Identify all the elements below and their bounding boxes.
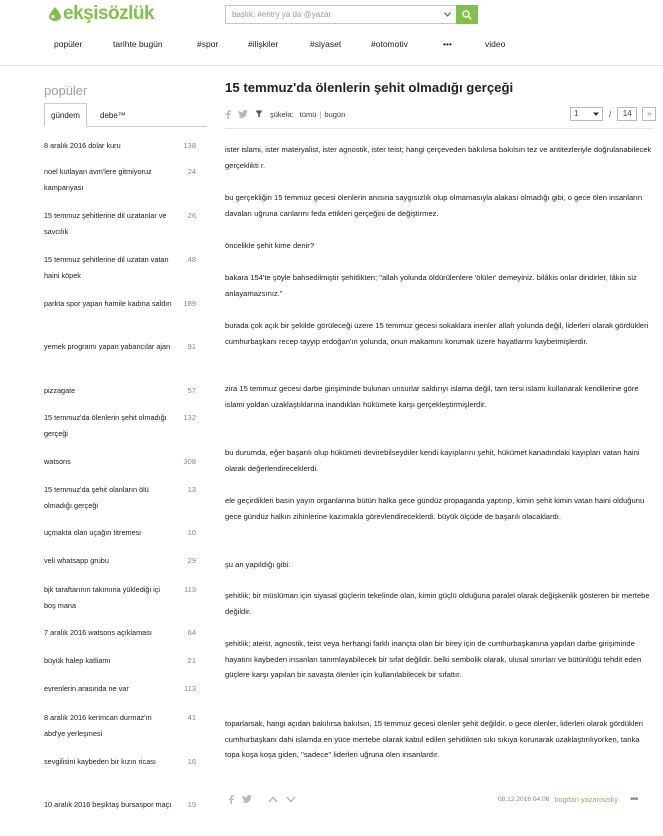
filter-all-link[interactable]: tümü <box>299 109 317 119</box>
topic-list-item[interactable]: 15 temmuz'da şehit olanların ölü olmadığı gerçeği 13 <box>44 485 196 510</box>
logo-text: ekşisözlük <box>63 3 155 24</box>
next-page-button[interactable]: » <box>642 107 656 121</box>
current-page: 1 <box>574 109 579 118</box>
entry-paragraph: şehitlik; ateist, agnostik, teist veya herhangi farklı inançta olan bir birey için de cumhurbaşkanına yapılan darbe girişiminde hayatını kaybeden insanları tanımlayabilecek bir sıfat değildir. belki sembolik olarak, ulusal sınırları ve bütünlüğü tehdit eden güçlere karşı yapılan bir savaşta ölenler için kullanılabilecek bir sıfattır. <box>225 639 642 680</box>
title-divider <box>225 128 653 129</box>
topic-list-item[interactable]: 7 aralık 2016 watsons açıklaması 64 <box>44 628 196 637</box>
entry-author[interactable]: bogdan yazarovsky <box>554 795 619 804</box>
topic-list-item[interactable]: 15 temmuz'da ölenlerin şehit olmadığı gerçeği 132 <box>44 413 196 438</box>
entry-twitter-icon[interactable] <box>242 795 252 803</box>
entry-paragraph: bu gerçekliğin 15 temmuz gecesi ölenlerin anısına saygısızlık olup olmamasıyla alakası olmadığı gibi, o gece ölen insanların davaları uğruna canlarını feda ettikleri gerçeğini de değiştirmez. <box>225 193 643 218</box>
search-dropdown-chevron-icon[interactable] <box>439 7 455 22</box>
entry-paragraph: toparlarsak, hangi açıdan bakılırsa bakılsın, 15 temmuz gecesi ölenler şehit değildir. o gece ölenler, liderleri olarak gördükleri cumhurbaşkanı dahi islamda en yüce mertebe olarak kabul edilen şehitlikten sıkı sıkıya korunarak uzaklaştırılıyorken, tanka topa koşa koşa giden, ''sadece'' liderleri uğruna ölen insanlardır. <box>225 719 643 760</box>
topic-list-item[interactable]: 8 aralık 2016 kerimcan durmaz'ın abd'ye yerleşmesi 41 <box>44 713 196 738</box>
entry-paragraph: ele geçirdikleri basın yayın organlarına bütün halka gece gündüz propaganda yaptırıp, kimin şehit kimin vatan haini olduğunu gece gündüz halkın zihinlerine kazımakla görevlendireceklerdi. büyük ölçüde de başarılı olacaklardı. <box>225 496 645 521</box>
nav-more[interactable]: ••• <box>443 39 452 49</box>
sort-label: şükela: <box>270 109 294 119</box>
downvote-chevron-down-icon[interactable] <box>286 796 296 803</box>
topic-list-item[interactable]: 8 aralık 2016 dolar kuru 138 <box>44 141 196 150</box>
topic-list-item[interactable]: evrenlerin arasında ne var 113 <box>44 684 196 693</box>
entry-paragraph: bakara 154'te şöyle bahsedilmiştir şehitlikten; "allah yolunda öldürülenlere 'ölüler' demeyiniz. bilâkis onlar diridirler, lâkin siz anlayamazsınız." <box>225 273 637 298</box>
entry-paragraph: ister islami, ister materyalist, ister agnostik, ister teist; hangi çerçeveden bakılırsa bakılsın tez ve antitezleriyle doğrulanabilecek gerçeklikti r. <box>225 145 652 170</box>
channel-nav <box>0 39 663 55</box>
top-header <box>0 0 663 66</box>
topic-list-item[interactable]: büyük halep katliamı 21 <box>44 656 196 665</box>
topic-list-item[interactable]: parkta spor yapan hamile kadına saldırı 189 <box>44 299 196 308</box>
topic-list-item[interactable]: watsons 308 <box>44 457 196 466</box>
filter-today-link[interactable]: bugün <box>324 109 346 119</box>
search-box <box>225 5 478 24</box>
topic-list-item[interactable]: 15 temmuz şehitlerine dil uzatan vatan haini köpek 48 <box>44 255 196 280</box>
nav-popular[interactable]: popüler <box>54 39 83 49</box>
topic-list-item[interactable]: pizzagate 57 <box>44 386 196 395</box>
topic-list-item[interactable]: sevgilisini kaybeden bir kızın ricası 16 <box>44 757 196 766</box>
entry-facebook-icon[interactable] <box>228 795 234 804</box>
search-icon <box>462 10 472 20</box>
entry-footer <box>498 794 638 805</box>
page-separator: / <box>609 109 612 119</box>
filter-separator: | <box>319 109 322 119</box>
filter-icon <box>255 110 263 118</box>
upvote-chevron-up-icon[interactable] <box>268 796 278 803</box>
topic-list-item[interactable]: 15 temmuz şehitlerine dil uzatanlar ve savcılık 26 <box>44 211 196 236</box>
topic-list-item[interactable]: uçmakta olan uçağın titremesi 10 <box>44 528 196 537</box>
twitter-icon[interactable] <box>238 110 248 118</box>
search-button[interactable] <box>456 5 478 24</box>
nav-automotive[interactable]: #otomotiv <box>371 39 408 49</box>
entry-more-button[interactable]: ••• <box>630 794 638 805</box>
last-page-button[interactable]: 14 <box>617 107 637 121</box>
topic-list-item[interactable]: 10 aralık 2016 beşiktaş bursaspor maçı 19 <box>44 800 196 809</box>
logo-drop-icon <box>49 7 61 21</box>
nav-history[interactable]: tarihte bugün <box>113 39 163 49</box>
tab-gundem[interactable]: gündem <box>44 103 87 127</box>
nav-relationships[interactable]: #ilişkiler <box>248 39 279 49</box>
entry-paragraph: zira 15 temmuz gecesi darbe girişiminde bulunan unsurlar saldırıyı islama değil, tam tersi islamı kullanarak kendilerine göre islami yoldan uzaklaştıklarına inandıkları hükümete karşı gerçekleştirmişlerdir. <box>225 384 639 409</box>
topic-list-item[interactable]: veli whatsapp grubu 29 <box>44 556 196 565</box>
facebook-icon[interactable] <box>225 110 231 119</box>
tab-debe[interactable]: debe™ <box>100 110 126 120</box>
entry-actions <box>228 793 296 805</box>
pagination <box>570 107 656 121</box>
sidebar-title: popüler <box>44 83 88 98</box>
entry-paragraph: burada çok açık bir şekilde görüleceği üzere 15 temmuz gecesi sokaklara inenler allah yolunda değil, liderleri olarak gördükleri cumhurbaşkanı recep tayyip erdoğan'ın yolunda, onun makamını korumak üzere hayatlarını kaybetmişlerdir. <box>225 321 649 346</box>
chevron-down-icon <box>593 111 599 117</box>
page-select[interactable] <box>570 107 603 121</box>
nav-video[interactable]: video <box>485 39 506 49</box>
entry-paragraph: şu an yapıldığı gibi. <box>225 560 291 569</box>
topic-list-item[interactable]: bjk taraftarının takımına yüklediği içi boş mana 113 <box>44 585 196 610</box>
site-logo[interactable] <box>49 3 154 25</box>
nav-sports[interactable]: #spor <box>197 39 219 49</box>
sidebar-tabs <box>44 103 207 127</box>
topic-list-item[interactable]: noel kutlayan avm'lere gitmiyoruz kampanyası 24 <box>44 167 196 192</box>
topic-list-item[interactable]: yemek programı yapan yabancılar ajan 91 <box>44 342 196 351</box>
entry-paragraph: öncelikle şehit kime denir? <box>225 241 315 250</box>
entry-paragraph: bu durumda, eğer başarılı olup hükümeti devirebilseydiler kendi kayıplarını şehit, hükümet kanadındaki kayıpları vatan haini olarak değerlendireceklerdi. <box>225 448 640 473</box>
topic-title[interactable]: 15 temmuz'da ölenlerin şehit olmadığı gerçeği <box>225 80 514 95</box>
nav-politics[interactable]: #siyaset <box>310 39 342 49</box>
topic-meta-bar <box>225 108 345 120</box>
entry-paragraph: şehitlik; bir müslüman için siyasal güçlerin tekelinde olan, kimin güçlü olduğuna paralel olarak değişkenlik gösteren bir mertebe değildir. <box>225 591 650 616</box>
entry-date[interactable]: 08.12.2016 04:06 <box>498 796 550 803</box>
search-input[interactable] <box>226 6 436 23</box>
